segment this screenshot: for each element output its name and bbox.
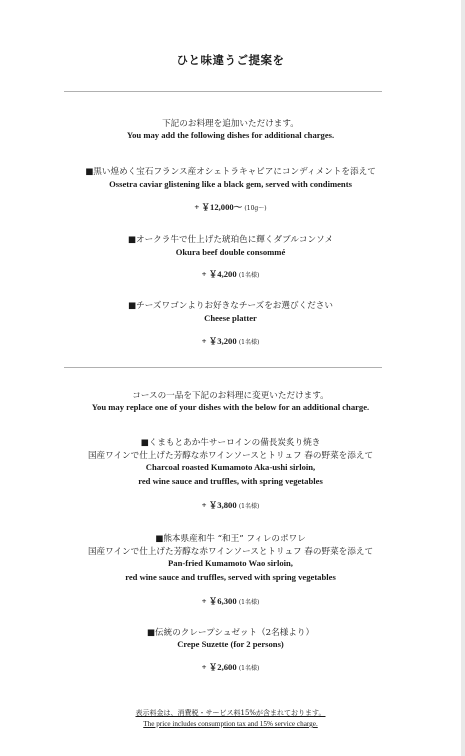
price-value: + ￥3,800 [201,500,237,510]
price-note: (10g～) [244,205,267,212]
price-note: (1名様) [238,503,260,510]
consomme-price [0,268,461,280]
footer-note-en: The price includes consumption tax and 15% service charge. [143,720,318,728]
crepe-price [0,661,461,673]
consomme-name-en: Okura beef double consommé [175,247,286,257]
page-title: ひと味違うご提案を [176,53,285,67]
akaushi-desc-jp: 国産ワインで仕上げた芳醇な赤ワインソースとトリュフ 春の野菜を添えて [87,451,374,461]
price-value: + ￥4,200 [201,269,237,279]
price-value: + ￥3,200 [201,336,237,346]
cheese-price [0,335,461,347]
akaushi-name-en: Charcoal roasted Kumamoto Aka-ushi sirloin, [145,462,316,472]
wao-name-jp: ■熊本県産和牛 “和王” フィレのポワレ [155,534,306,544]
footer-note-jp: 表示料金は、消費税・サービス料15%が含まれております。 [135,709,326,717]
replacement-intro-en: You may replace one of your dishes with the below for an additional charge. [91,402,370,412]
wao-desc-en: red wine sauce and truffles, served with spring vegetables [125,572,336,582]
caviar-name-jp: ■黒い煌めく宝石フランス産オシェトラキャビアにコンディメントを添えて [85,167,376,177]
price-note: (1名様) [238,665,260,672]
price-value: + ￥2,600 [201,662,237,672]
divider [64,367,382,368]
price-note: (1名様) [238,599,260,606]
crepe-name-jp: ■伝統のクレープシュゼット（2名様より） [146,628,315,638]
additional-intro-jp: 下記のお料理を追加いただけます。 [162,119,299,129]
price-value: + ￥6,300 [201,596,237,606]
additional-intro-en: You may add the following dishes for additional charges. [126,130,335,140]
page-edge-shadow [461,0,465,756]
consomme-name-jp: ■オークラ牛で仕上げた琥珀色に輝くダブルコンソメ [127,235,334,245]
akaushi-desc-en: red wine sauce and truffles, with spring vegetables [138,476,323,486]
price-value: + ￥12,000～ [194,202,243,212]
akaushi-name-jp: ■くまもとあか牛サーロインの備長炭炙り焼き [140,438,321,448]
caviar-price [0,201,461,213]
divider [64,91,382,92]
replacement-intro-jp: コースの一品を下記のお料理に変更いただけます。 [132,391,329,401]
price-note: (1名様) [238,339,260,346]
price-note: (1名様) [238,272,260,279]
cheese-name-jp: ■チーズワゴンよりお好きなチーズをお選びください [128,301,333,311]
akaushi-price [0,499,461,511]
wao-desc-jp: 国産ワインで仕上げた芳醇な赤ワインソースとトリュフ 春の野菜を添えて [87,547,374,557]
caviar-name-en: Ossetra caviar glistening like a black gem, served with condiments [109,179,352,189]
wao-price [0,595,461,607]
cheese-name-en: Cheese platter [204,313,257,323]
wao-name-en: Pan-fried Kumamoto Wao sirloin, [168,558,293,568]
crepe-name-en: Crepe Suzette (for 2 persons) [177,639,284,649]
